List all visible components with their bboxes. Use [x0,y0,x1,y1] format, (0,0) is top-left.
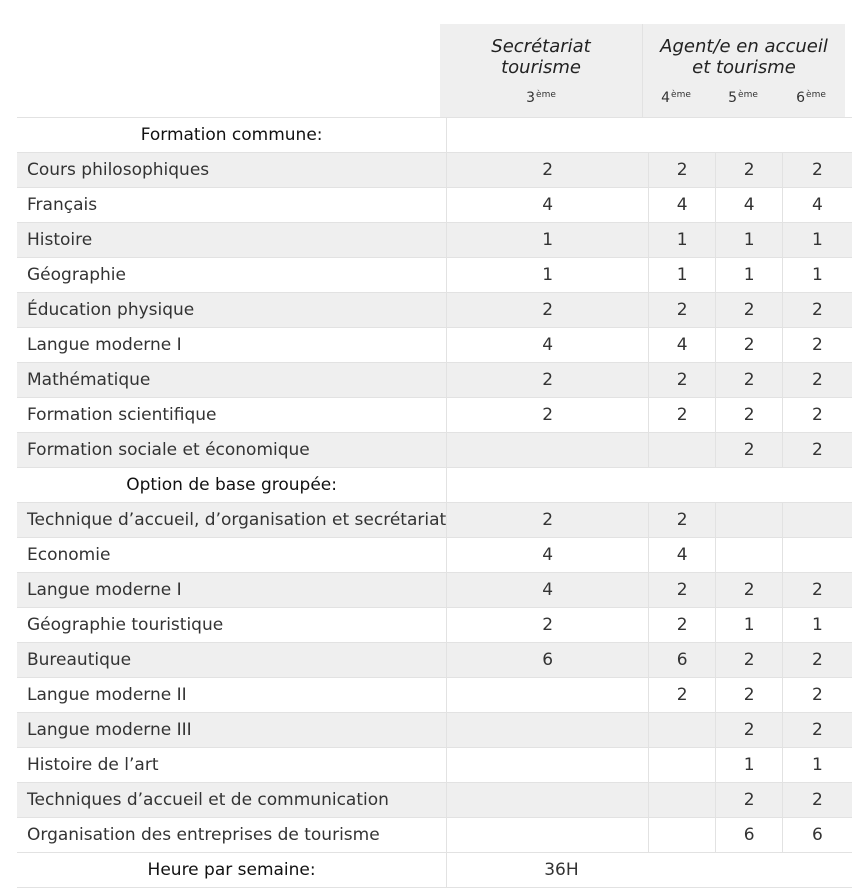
subject-name: Géographie [17,258,447,293]
column-title-agent: Agent/e en accueil et tourisme [660,36,828,78]
hours-cell-year-5: 2 [716,573,783,608]
hours-cell-year-5 [716,503,783,538]
hours-cell-year-6: 1 [783,258,852,293]
hours-cell-year-4 [649,433,716,468]
table-row [17,433,852,468]
hours-cell-year-4: 6 [649,643,716,678]
hours-cell-year-4: 4 [649,538,716,573]
hours-cell-year-3 [447,433,649,468]
subject-name: Français [17,188,447,223]
hours-cell-year-6 [783,538,852,573]
hours-cell-year-4: 1 [649,223,716,258]
hours-cell-year-3: 2 [447,608,649,643]
year-label-6: 6ème [796,90,826,106]
table-row [17,223,852,258]
table-row [17,328,852,363]
section-header-row [17,468,852,503]
subject-name: Langue moderne I [17,573,447,608]
section-spacer [447,118,852,153]
hours-cell-year-5: 2 [716,153,783,188]
subject-name: Organisation des entreprises de tourisme [17,818,447,853]
table-row [17,643,852,678]
table-row [17,573,852,608]
subject-name: Histoire de l’art [17,748,447,783]
hours-cell-year-5: 2 [716,363,783,398]
subject-name: Formation sociale et économique [17,433,447,468]
subject-name: Technique d’accueil, d’organisation et secrétariat [17,503,447,538]
hours-cell-year-3: 2 [447,153,649,188]
table-row [17,748,852,783]
subject-name: Economie [17,538,447,573]
hours-cell-year-4: 2 [649,573,716,608]
hours-cell-year-6: 2 [783,713,852,748]
table-row [17,503,852,538]
table-body [17,118,852,888]
hours-cell-year-6: 2 [783,678,852,713]
course-schedule-table [17,117,852,888]
hours-cell-year-4 [649,713,716,748]
total-hours-value: 36H [447,853,852,888]
hours-cell-year-6: 4 [783,188,852,223]
hours-cell-year-3: 4 [447,573,649,608]
hours-cell-year-6 [783,503,852,538]
hours-cell-year-6: 1 [783,223,852,258]
year-label-3: 3ème [526,90,556,106]
hours-cell-year-5: 2 [716,713,783,748]
table-row [17,153,852,188]
section-spacer [447,468,852,503]
hours-cell-year-6: 2 [783,328,852,363]
subject-name: Bureautique [17,643,447,678]
hours-cell-year-5: 2 [716,678,783,713]
subject-name: Formation scientifique [17,398,447,433]
table-row [17,538,852,573]
hours-cell-year-5: 6 [716,818,783,853]
hours-cell-year-6: 2 [783,433,852,468]
hours-cell-year-5: 2 [716,328,783,363]
hours-cell-year-6: 1 [783,748,852,783]
hours-cell-year-6: 6 [783,818,852,853]
subject-name: Langue moderne II [17,678,447,713]
hours-cell-year-6: 2 [783,363,852,398]
table-row [17,258,852,293]
hours-cell-year-5: 1 [716,223,783,258]
hours-cell-year-3: 1 [447,258,649,293]
subject-name: Langue moderne I [17,328,447,363]
hours-cell-year-6: 2 [783,783,852,818]
hours-cell-year-4: 2 [649,503,716,538]
hours-cell-year-3 [447,678,649,713]
hours-cell-year-4: 2 [649,398,716,433]
table-row [17,818,852,853]
subject-name: Géographie touristique [17,608,447,643]
hours-cell-year-4: 2 [649,293,716,328]
year-label-4: 4ème [661,90,691,106]
hours-cell-year-3 [447,713,649,748]
section-header-row [17,118,852,153]
hours-cell-year-4: 2 [649,153,716,188]
section-title: Option de base groupée: [17,468,447,503]
hours-cell-year-5: 4 [716,188,783,223]
hours-cell-year-3: 2 [447,363,649,398]
hours-cell-year-5: 2 [716,398,783,433]
hours-cell-year-5: 1 [716,608,783,643]
hours-cell-year-4: 2 [649,678,716,713]
hours-cell-year-4: 2 [649,363,716,398]
hours-cell-year-3: 1 [447,223,649,258]
hours-cell-year-4 [649,818,716,853]
hours-cell-year-6: 2 [783,398,852,433]
hours-cell-year-5: 2 [716,433,783,468]
table-row [17,713,852,748]
subject-name: Mathématique [17,363,447,398]
hours-cell-year-3 [447,818,649,853]
hours-cell-year-3: 2 [447,503,649,538]
hours-cell-year-6: 2 [783,643,852,678]
hours-cell-year-3: 4 [447,328,649,363]
hours-cell-year-3: 2 [447,398,649,433]
hours-cell-year-3: 4 [447,188,649,223]
hours-cell-year-3: 4 [447,538,649,573]
table-row [17,608,852,643]
hours-cell-year-5: 1 [716,748,783,783]
hours-cell-year-6: 1 [783,608,852,643]
subject-name: Langue moderne III [17,713,447,748]
table-row [17,293,852,328]
column-title-secretariat: Secrétariat tourisme [491,36,591,78]
subject-name: Éducation physique [17,293,447,328]
hours-cell-year-6: 2 [783,293,852,328]
hours-cell-year-5: 1 [716,258,783,293]
hours-cell-year-5: 2 [716,293,783,328]
hours-cell-year-5: 2 [716,783,783,818]
hours-cell-year-5: 2 [716,643,783,678]
hours-cell-year-4: 4 [649,188,716,223]
table-row [17,188,852,223]
hours-cell-year-3: 2 [447,293,649,328]
hours-cell-year-4: 4 [649,328,716,363]
hours-cell-year-4: 1 [649,258,716,293]
hours-cell-year-3 [447,783,649,818]
total-row [17,853,852,888]
subject-name: Histoire [17,223,447,258]
total-label: Heure par semaine: [17,853,447,888]
hours-cell-year-6: 2 [783,153,852,188]
table-row [17,398,852,433]
hours-cell-year-4 [649,748,716,783]
subject-name: Techniques d’accueil et de communication [17,783,447,818]
hours-cell-year-4 [649,783,716,818]
table-row [17,363,852,398]
table-row [17,783,852,818]
hours-cell-year-3: 6 [447,643,649,678]
year-label-5: 5ème [728,90,758,106]
section-title: Formation commune: [17,118,447,153]
hours-cell-year-6: 2 [783,573,852,608]
hours-cell-year-4: 2 [649,608,716,643]
hours-cell-year-5 [716,538,783,573]
table-row [17,678,852,713]
subject-name: Cours philosophiques [17,153,447,188]
hours-cell-year-3 [447,748,649,783]
